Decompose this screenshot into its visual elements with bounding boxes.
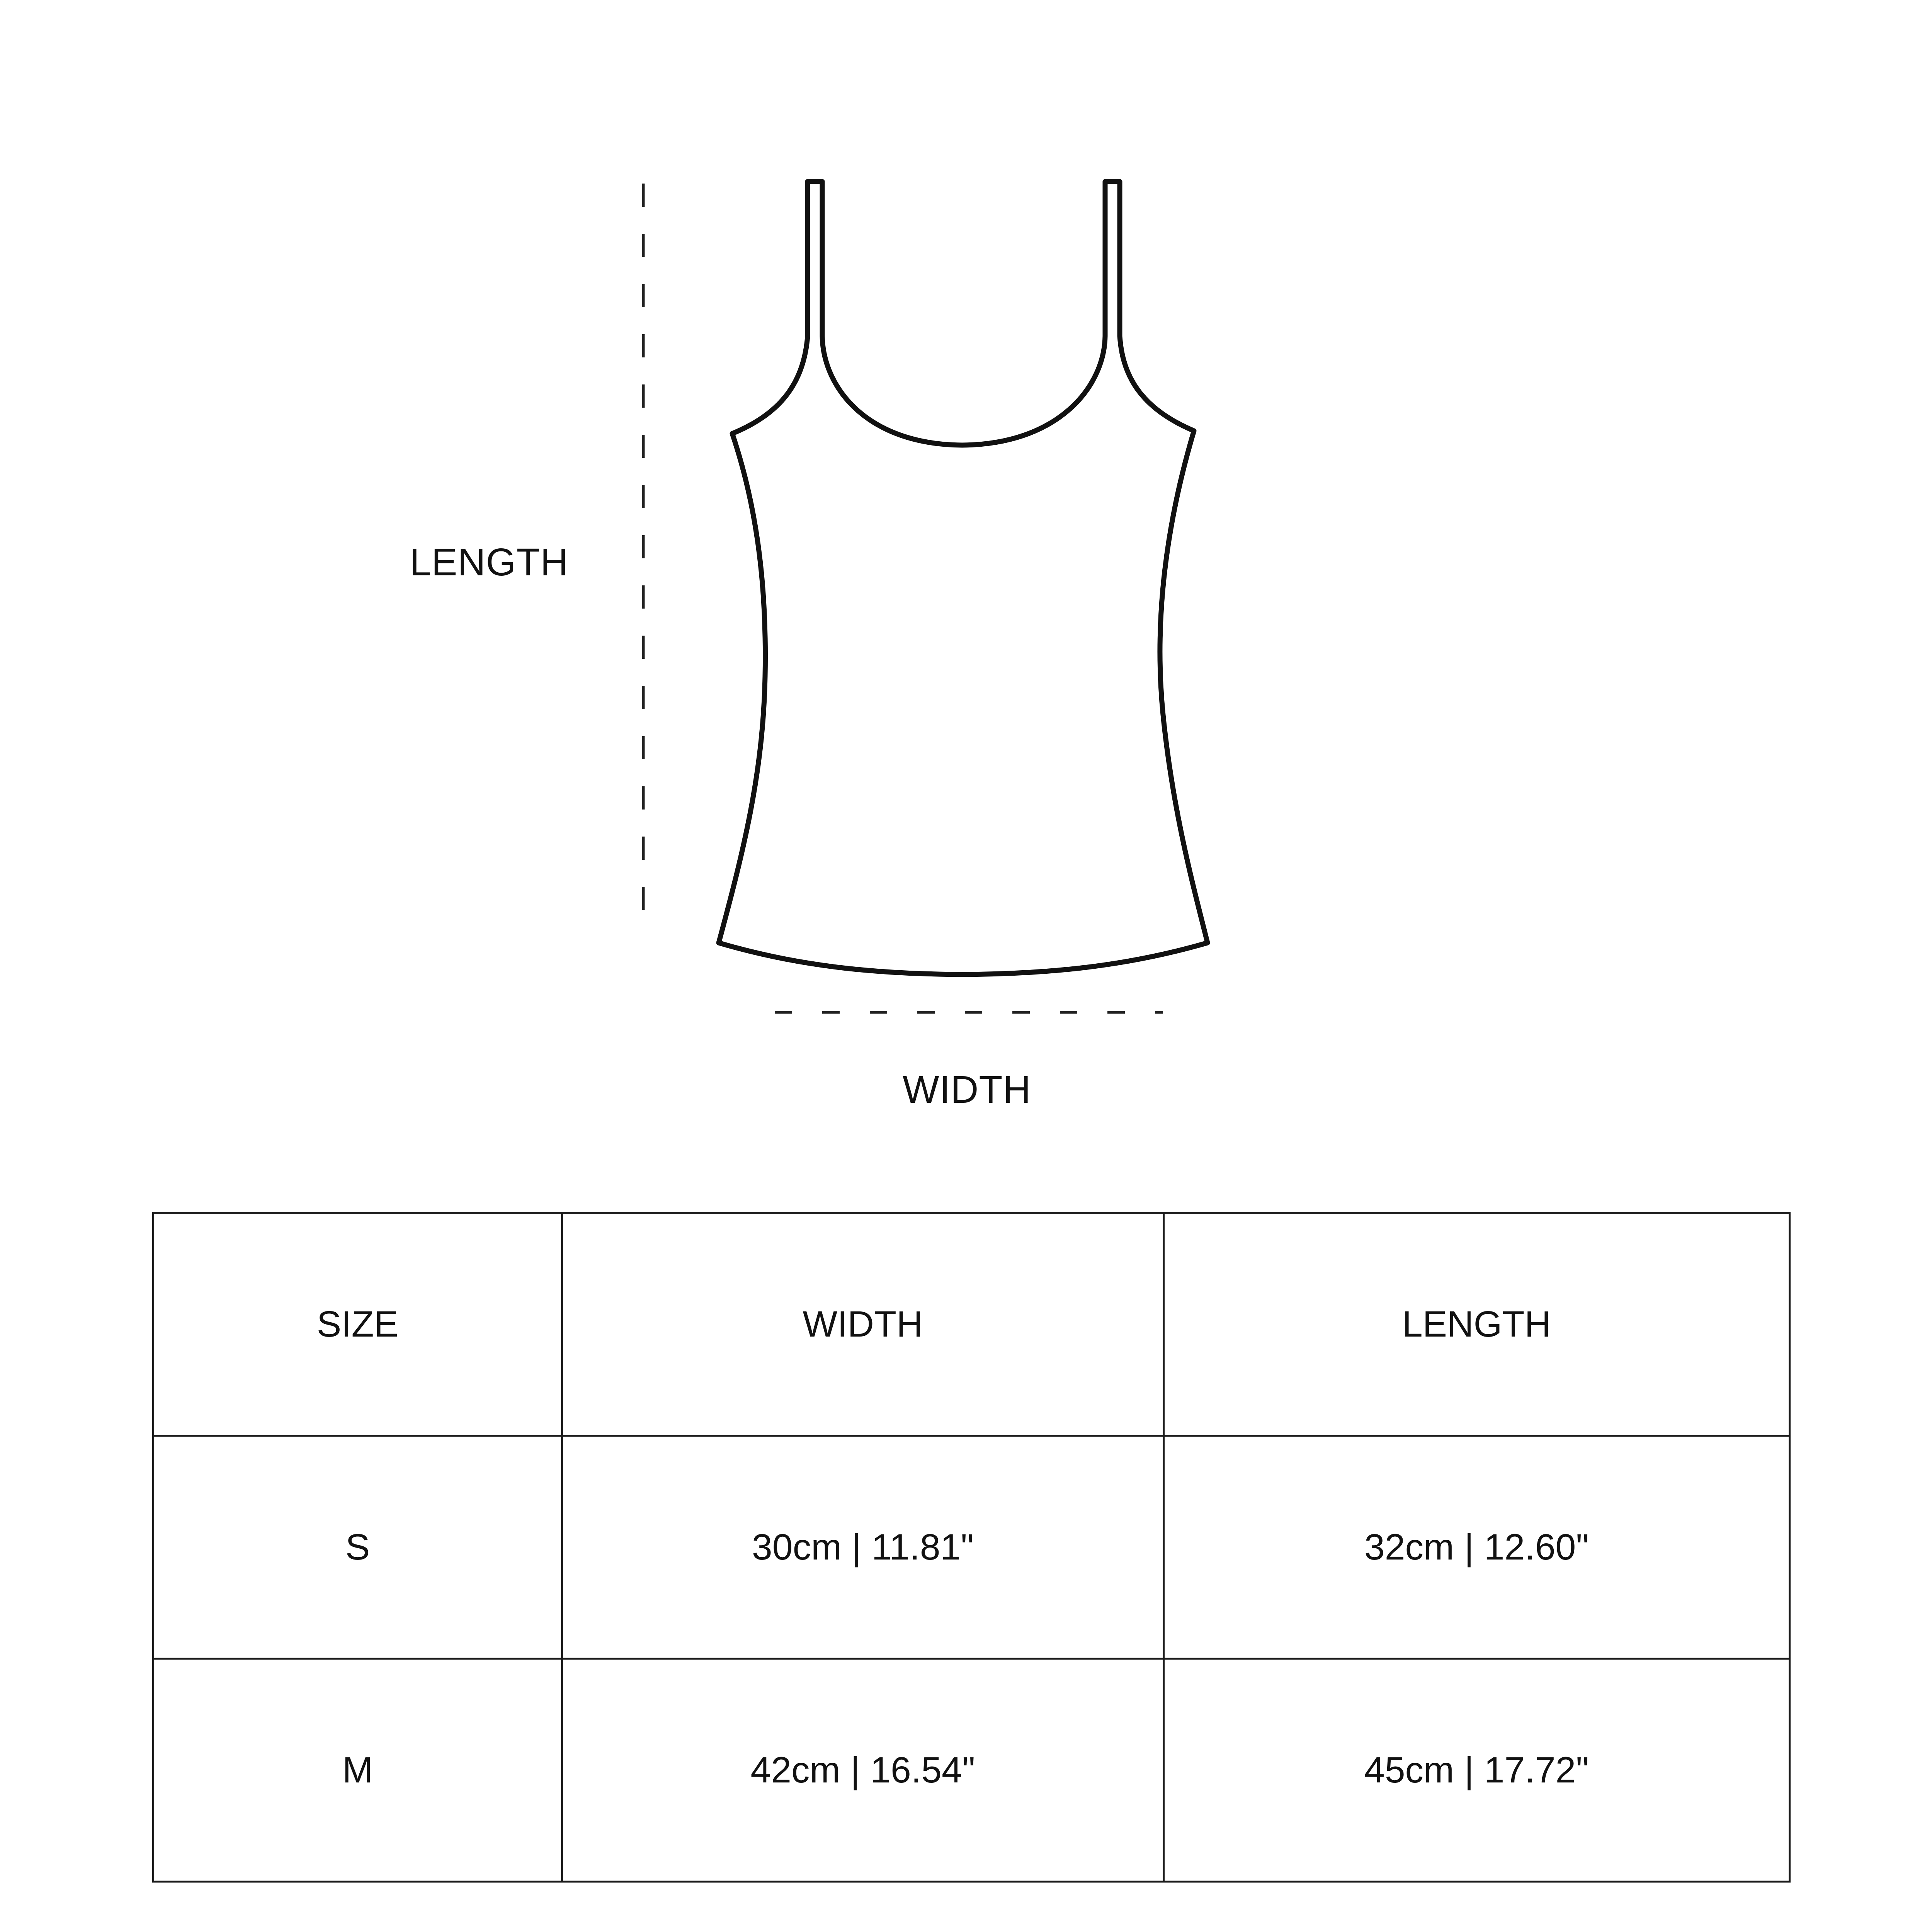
row-m-length: 45cm | 17.72" xyxy=(1164,1659,1790,1882)
table-row xyxy=(153,1436,1790,1659)
row-size-m: M xyxy=(153,1659,562,1882)
row-s-length: 32cm | 12.60" xyxy=(1164,1436,1790,1659)
header-length: LENGTH xyxy=(1164,1213,1790,1436)
row-m-width: 42cm | 16.54" xyxy=(562,1659,1164,1882)
header-width: WIDTH xyxy=(562,1213,1164,1436)
row-size-s: S xyxy=(153,1436,562,1659)
row-s-width: 30cm | 11.81" xyxy=(562,1436,1164,1659)
header-size: SIZE xyxy=(153,1213,562,1436)
table-header-row xyxy=(153,1213,1790,1436)
table-row xyxy=(153,1659,1790,1882)
length-label: LENGTH xyxy=(410,541,569,584)
size-chart-table xyxy=(152,1212,1791,1883)
width-label: WIDTH xyxy=(903,1068,1031,1111)
camisole-tank-top-icon xyxy=(719,182,1208,975)
